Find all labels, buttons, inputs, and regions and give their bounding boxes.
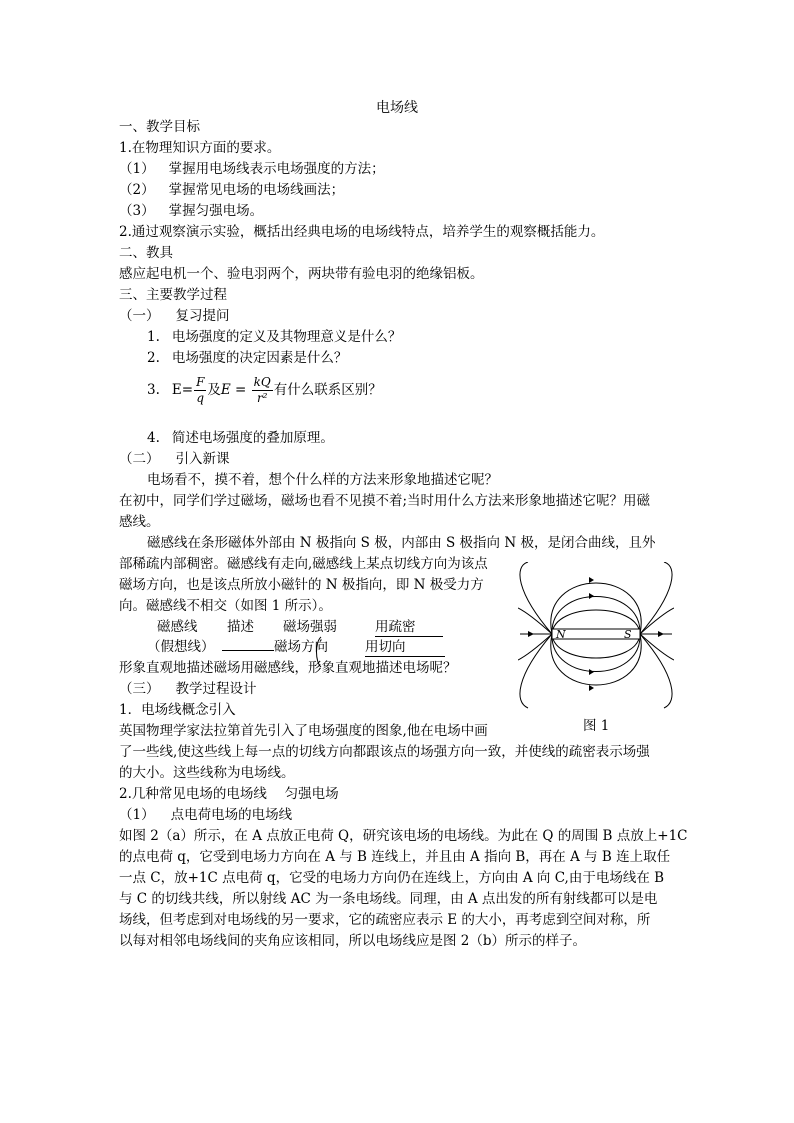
concept-verb: 描述 [227, 619, 254, 635]
paragraph: 以每对相邻电场线间的夹角应该相同，所以电场线应是图 2（b）所示的样子。 [119, 933, 587, 949]
list-text: 简述电场强度的叠加原理。 [171, 430, 334, 446]
formula-suffix: 有什么联系区别？ [273, 382, 382, 399]
pole-label-n: N [556, 628, 566, 641]
paragraph: 英国物理学家法拉第首先引入了电场强度的图象,他在电场中画 [119, 723, 488, 739]
paragraph: 场线，但考虑到对电场线的另一要求，它的疏密应表示 E 的大小，再考虑到空间对称，所 [119, 912, 651, 928]
paragraph: 部稀疏内部稠密。磁感线有走向,磁感线上某点切线方向为该点 [119, 556, 488, 572]
field-line [520, 562, 552, 634]
fraction-numerator: F [194, 376, 206, 391]
paragraph: 感应起电机一个、验电羽两个，两块带有验电羽的绝缘铝板。 [119, 266, 484, 282]
list-number: （2） [119, 182, 155, 198]
subsection-heading [119, 310, 230, 324]
subsection-heading [119, 683, 257, 697]
paragraph-heading: 1．电场线概念引入 [119, 702, 236, 718]
list-number: （1） [119, 161, 155, 177]
formula-prefix: E= [171, 382, 194, 399]
list-item [147, 331, 401, 345]
page-title: 电场线 [376, 100, 418, 116]
concept-term: 磁感线 [157, 619, 198, 635]
fraction-denominator: q [196, 391, 205, 406]
paragraph: 一点 C，放+1C 点电荷 q，它受的电场力方向仍在连线上，方向由 A 向 C,由于电场线在 B [119, 870, 665, 886]
list-number: （3） [119, 203, 155, 219]
subsection-heading [119, 809, 292, 823]
subsection-number: （一） [119, 308, 160, 324]
field-line [551, 583, 641, 634]
list-text: 掌握用电场线表示电场强度的方法； [168, 161, 385, 177]
list-item [119, 205, 263, 219]
field-line [640, 634, 672, 708]
subsection-label: 复习提问 [175, 308, 230, 324]
paragraph: 了一些线,使这些线上每一点的切线方向都跟该点的场强方向一致，并使线的疏密表示场强 [119, 744, 650, 760]
list-text: 掌握常见电场的电场线画法； [168, 182, 345, 198]
paragraph: 形象直观地描述磁场用磁感线，形象直观地描述电场呢？ [119, 660, 457, 676]
arrow-head [589, 669, 594, 675]
field-line [640, 562, 672, 634]
subsection-heading [119, 453, 230, 467]
list-item [147, 432, 334, 446]
list-text: 电场强度的决定因素是什么？ [171, 350, 348, 366]
arrow-head [589, 577, 594, 583]
paragraph-heading: 2.几种常见电场的电场线 匀强电场 [119, 786, 339, 802]
paragraph: 电场看不，摸不着，想个什么样的方法来形象地描述它呢？ [147, 472, 498, 488]
list-item [119, 163, 385, 177]
arrow-head [528, 631, 534, 637]
paragraph: 磁感线在条形磁体外部由 N 极指向 S 极，内部由 S 极指向 N 极，是闭合曲线，且外 [147, 535, 656, 551]
section-heading: 二、教具 [119, 245, 173, 261]
concept-property: 磁场方向 [274, 639, 328, 655]
connector-line [222, 650, 274, 651]
formula-connector: 及 [207, 382, 221, 399]
concept-term-note: （假想线） [147, 639, 215, 655]
subsection-number: （三） [119, 681, 160, 697]
formula-equals: = [230, 382, 251, 399]
field-line [520, 634, 552, 708]
fraction-denominator: r² [256, 391, 268, 406]
paragraph: 如图 2（a）所示，在 A 点放正电荷 Q，研究该电场的电场线。为此在 Q 的周围 B 点放上+1C [119, 828, 688, 844]
fraction-f-over-q [194, 376, 206, 405]
subsection-label: 教学过程设计 [175, 681, 257, 697]
list-number: 4. [147, 430, 160, 446]
arrow-head [589, 685, 594, 691]
fraction-kq-over-r2 [252, 376, 273, 405]
paragraph: 的大小。这些线称为电场线。 [119, 765, 295, 781]
paragraph: 2.通过观察演示实验，概括出经典电场的电场线特点，培养学生的观察概括能力。 [119, 224, 605, 240]
list-text: 电场强度的定义及其物理意义是什么？ [171, 329, 402, 345]
arrow-head [658, 631, 664, 637]
list-text: 掌握匀强电场。 [168, 203, 264, 219]
section-heading: 一、教学目标 [119, 119, 200, 135]
list-item [147, 352, 347, 366]
field-line [551, 634, 641, 685]
bar-magnet-figure [518, 562, 674, 712]
list-number: 3. [147, 382, 160, 399]
paragraph: 与 C 的切线共线，所以射线 AC 为一条电场线。同理，由 A 点出发的所有射线都可以是电 [119, 891, 658, 907]
fraction-numerator: kQ [252, 376, 273, 391]
concept-method: 用切向 [365, 641, 445, 657]
figure-caption: 图 1 [583, 718, 610, 734]
paragraph: 1.在物理知识方面的要求。 [119, 140, 281, 156]
concept-method: 用疏密 [375, 621, 443, 637]
pole-label-s: S [624, 628, 632, 641]
paragraph: 向。磁感线不相交（如图 1 所示）。 [119, 598, 332, 614]
paragraph: 在初中，同学们学过磁场，磁场也看不见摸不着;当时用什么方法来形象地描述它呢？用磁 [119, 493, 651, 509]
section-heading: 三、主要教学过程 [119, 287, 227, 303]
arrow-head [589, 593, 594, 599]
paragraph: 磁场方向，也是该点所放小磁针的 N 极指向，即 N 极受力方 [119, 577, 484, 593]
formula-question [147, 376, 382, 405]
concept-property: 磁场强弱 [283, 619, 337, 635]
paragraph: 的点电荷 q，它受到电场力方向在 A 与 B 连线上，并且由 A 指向 B，再在 A 与 B 连上取任 [119, 849, 671, 865]
list-item [119, 184, 344, 198]
subsection-number: （1） [119, 807, 155, 823]
subsection-label: 点电荷电场的电场线 [170, 807, 293, 823]
list-number: 1. [147, 329, 160, 345]
subsection-label: 引入新课 [175, 451, 230, 467]
formula-symbol: E [220, 382, 231, 399]
list-number: 2. [147, 350, 160, 366]
paragraph: 感线。 [119, 514, 160, 530]
subsection-number: （二） [119, 451, 160, 467]
